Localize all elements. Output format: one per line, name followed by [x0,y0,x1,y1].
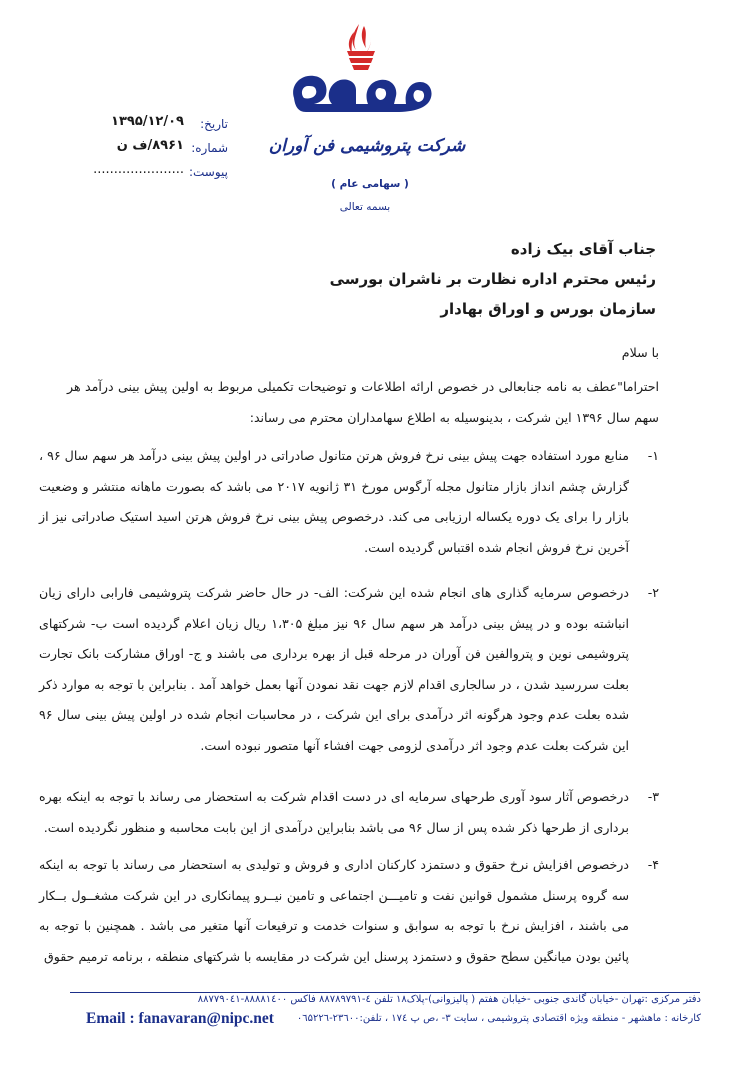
addressee-organization: سازمان بورس و اوراق بهادار [440,300,656,318]
item-number: ۲- [647,585,659,600]
footer-divider [70,992,700,993]
company-name: شرکت پتروشیمی فن آوران [268,136,466,156]
item-number: ۱- [647,448,659,463]
intro-paragraph: احتراما"عطف به نامه جنابعالی در خصوص ارائه اطلاعات و توضیحات تکمیلی مربوط به اولین پیش بینی درآمد هر سهم سال ۱۳۹۶ این شرکت ، بدینوسیله به اطلاع سهامداران محترم می رساند: [67,379,659,425]
nipc-flame-logo [286,20,436,120]
item-text: درخصوص آثار سود آوری طرحهای سرمایه ای در دست اقدام شرکت به استحضار می رساند با توجه به اینکه بهره برداری از طرحها ذکر شده پس از سال ۹۶ می باشد بنابراین درآمدی از این بابت محاسبه و منظور نگردیده است. [39,789,629,835]
logo-calligraphy [293,76,431,112]
date-label: تاریخ: [200,117,228,131]
attachment-label: پیوست: [188,165,228,179]
list-item [39,578,659,768]
date-value: ۱۳۹۵/۱۲/۰۹ [111,114,184,129]
attachment-value: ...................... [93,162,184,177]
number-value: ۸۹۶۱/ف ن [116,138,184,153]
footer-factory-address: کارخانه : ماهشهر - منطقه ویژه اقتصادی پتروشیمی ، سایت ۳- ،ص پ ۱۷٤ ، تلفن:۲۳٦۰۰-۰٦۵۲۲٦ [296,1013,701,1024]
list-item [39,441,659,567]
item-text: منابع مورد استفاده جهت پیش بینی نرخ فروش هرتن متانول صادراتی در اولین پیش بینی درآمد هر سهم سال ۹۶ ، گزارش چشم انداز بازار متانول مجله آرگوس مورخ ۳۱ ژانویه ۲۰۱۷ می باشد که بصورت ماهانه منتشر و وضعیت بازار را برای یک دوره یکساله ارزیابی می کند. درخصوص پیش بینی نرخ فروش هرتن اسید استیک صادراتی نیز از آخرین نرخ فروش انجام شده اقتباس گردیده است. [39,448,629,555]
flame-icon [347,24,375,70]
item-number: ۳- [647,789,659,804]
addressee-title: رئیس محترم اداره نظارت بر ناشران بورسی [329,270,656,288]
basmala: بسمه تعالی [339,201,391,213]
item-text: درخصوص سرمایه گذاری های انجام شده این شرکت: الف- در حال حاضر شرکت پتروشیمی فارابی دارای زیان انباشته بوده و در پیش بینی درآمد هر سهم سال ۹۶ نیز مبلغ ۱،۳۰۵ ریال زیان اعلام گردیده است ب- شرکتهای پتروشیمی نوین و پتروالفین فن آوران در مرحله قبل از بهره برداری می باشند و ج- اوراق مشارکت بانک تجارت بعلت سررسید شدن ، در سالجاری اقدام لازم جهت نقد نمودن آنها بعمل خواهد آمد . بنابراین با توجه به موارد ذکر شده بعلت عدم وجود هرگونه اثر درآمدی برای این شرکت ، در محاسبات انجام شده در اولین پیش بینی سال ۹۶ این شرکت بعلت عدم وجود اثر درآمدی لزومی جهت افشاء آنها متصور نبوده است. [39,585,629,753]
footer-tehran-office: دفتر مرکزی :تهران -خیابان گاندی جنوبی -خیابان هفتم ( پالیزوانی)-پلاک۱۸ تلفن ٤-۸۸۷۸۹۷۹۱ فاکس ۸۸۸۸۱٤۰۰-۸۸۷۷۹۰٤۱ [197,994,701,1005]
footer-email: Email : fanavaran@nipc.net [86,1010,274,1027]
item-text: درخصوص افزایش نرخ حقوق و دستمزد کارکنان اداری و فروش و تولیدی به استحضار می رساند با توجه به اینکه سه گروه پرسنل مشمول قوانین نفت و تامیـــن اجتماعی و تامین نیــرو پیمانکاری در این شرکت مشغــول بــکار می باشند ، افزایش نرخ با توجه به سوابق و سنوات خدمت و ترفیعات آنها متغیر می باشد . همچنین با توجه به پائین بودن میانگین سطح حقوق و دستمزد پرسنل این شرکت در مقایسه با شرکتهای منطقه ، برنامه ترمیم حقوق [39,857,629,964]
item-number: ۴- [647,857,659,872]
number-label: شماره: [191,141,228,155]
addressee-name: جناب آقای بیک زاده [510,240,656,258]
list-item [39,850,659,980]
list-item [39,782,659,846]
greeting: با سلام [621,345,659,360]
company-type: ( سهامی عام ) [331,178,409,190]
